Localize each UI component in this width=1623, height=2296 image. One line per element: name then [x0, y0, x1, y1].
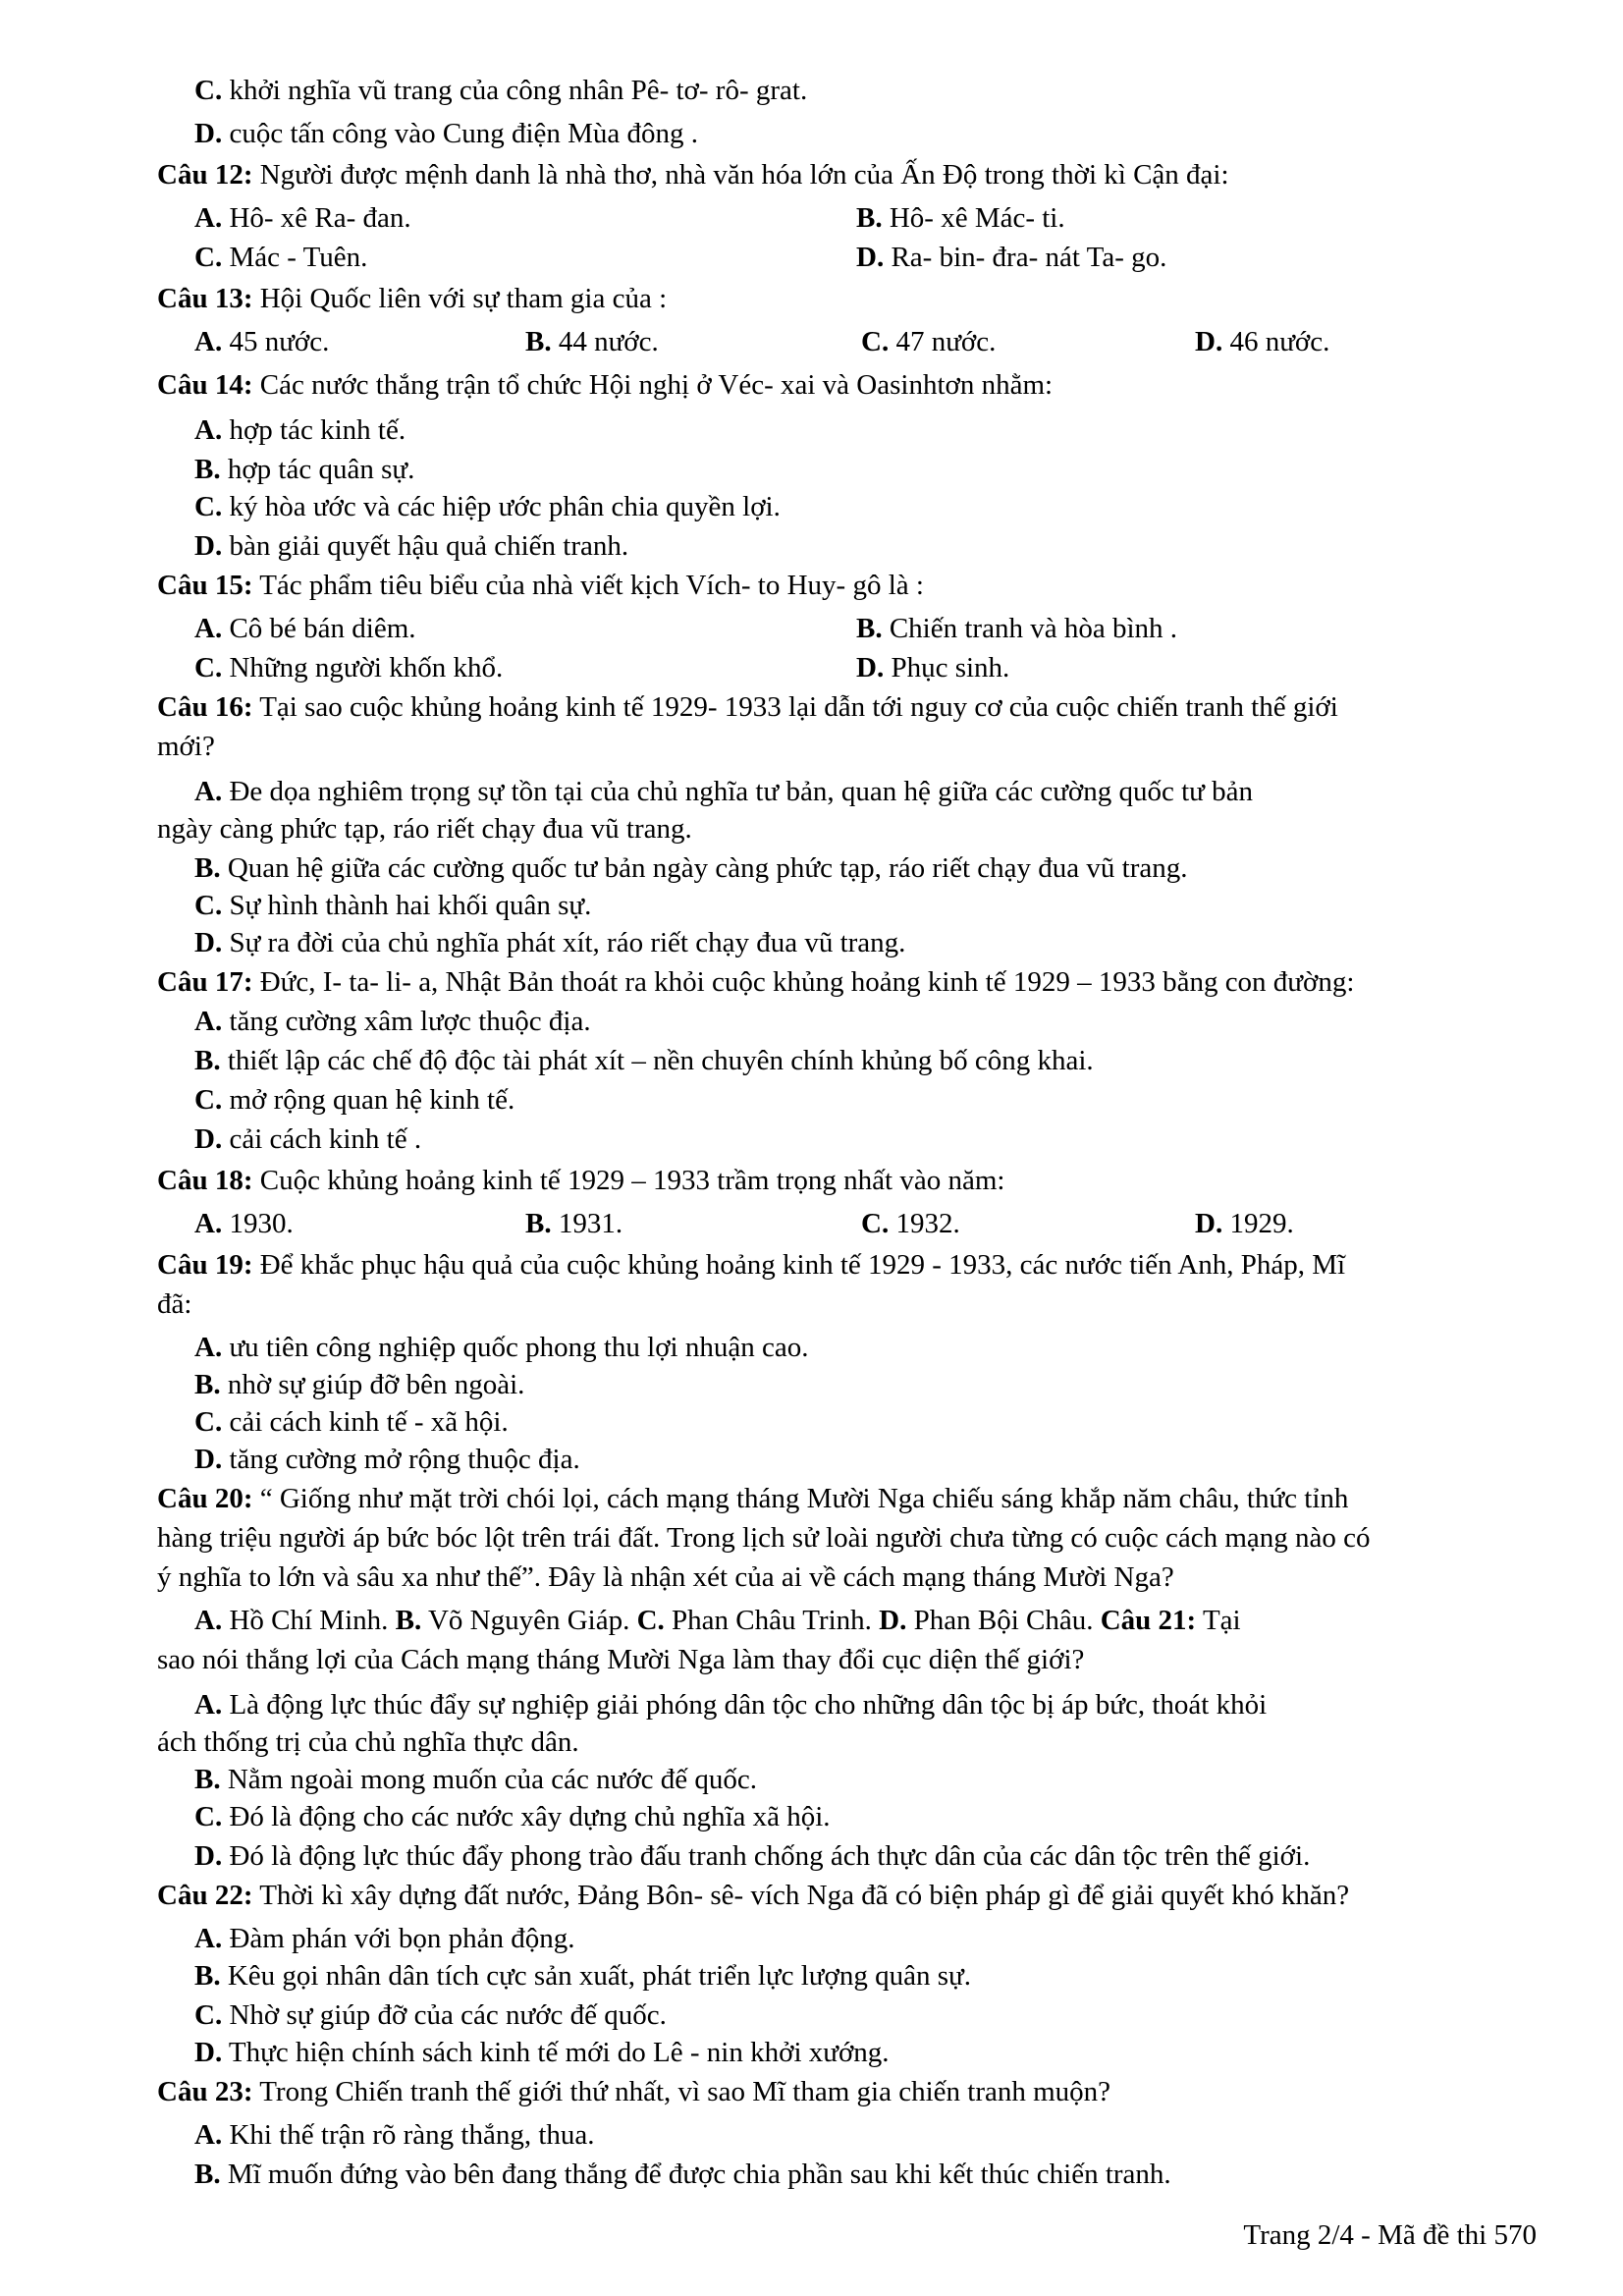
- text-line: [194, 200, 411, 236]
- text-line: [194, 1603, 1241, 1638]
- line-text: cải cách kinh tế .: [222, 1123, 422, 1155]
- question-label: A.: [194, 202, 223, 234]
- line-text: Mác - Tuên.: [222, 242, 368, 273]
- text-line: [525, 1206, 622, 1241]
- text-line: [1195, 324, 1329, 359]
- text-line: [157, 2074, 1110, 2109]
- line-text: Kêu gọi nhân dân tích cực sản xuất, phát triển lực lượng quân sự.: [220, 1960, 971, 1992]
- text-line: [856, 200, 1065, 236]
- question-label: C.: [861, 1208, 890, 1239]
- text-line: [194, 412, 406, 448]
- text-line: [194, 1404, 509, 1440]
- question-label: Câu 15:: [157, 570, 253, 601]
- text-line: [194, 528, 628, 564]
- text-line: [856, 650, 1009, 685]
- question-label: A.: [194, 613, 223, 644]
- question-label: D.: [879, 1605, 907, 1636]
- text-line: [194, 888, 591, 923]
- line-text: Khi thế trận rõ ràng thắng, thua.: [222, 2119, 595, 2151]
- text-line: [194, 925, 905, 960]
- line-text: Cuộc khủng hoảng kinh tế 1929 – 1933 trầm trọng nhất vào năm:: [252, 1165, 1005, 1196]
- question-label: D.: [194, 530, 223, 562]
- question-label: A.: [194, 1208, 223, 1239]
- question-label: Câu 13:: [157, 283, 253, 314]
- question-label: B.: [194, 1369, 221, 1400]
- line-text: ách thống trị của chủ nghĩa thực dân.: [157, 1726, 579, 1758]
- line-text: mới?: [157, 731, 215, 762]
- line-text: Mĩ muốn đứng vào bên đang thắng để được chia phần sau khi kết thúc chiến tranh.: [220, 2159, 1171, 2190]
- text-line: [157, 1481, 1348, 1516]
- text-line: [861, 1206, 960, 1241]
- text-line: [194, 1004, 591, 1039]
- text-line: [194, 1442, 580, 1477]
- line-text: bàn giải quyết hậu quả chiến tranh.: [222, 530, 629, 562]
- line-text: Đe dọa nghiêm trọng sự tồn tại của chủ nghĩa tư bản, quan hệ giữa các cường quốc tư bản: [222, 776, 1254, 807]
- line-text: 45 nước.: [222, 326, 330, 357]
- line-text: Nhờ sự giúp đỡ của các nước đế quốc.: [222, 1999, 667, 2031]
- text-line: [157, 1520, 1371, 1556]
- text-line: [157, 1724, 579, 1760]
- text-line: [525, 324, 659, 359]
- line-text: 1930.: [222, 1208, 294, 1239]
- line-text: Các nước thắng trận tổ chức Hội nghị ở Véc- xai và Oasinhtơn nhằm:: [252, 369, 1054, 401]
- text-line: [194, 452, 414, 487]
- text-line: [194, 2117, 595, 2153]
- question-label: B.: [194, 2159, 221, 2190]
- question-label: C.: [194, 652, 223, 683]
- text-line: [194, 2157, 1171, 2192]
- question-label: Câu 18:: [157, 1165, 253, 1196]
- line-text: Thời kì xây dựng đất nước, Đảng Bôn- sê- vích Nga đã có biện pháp gì để giải quyết khó khăn?: [252, 1880, 1350, 1911]
- page-footer: Trang 2/4 - Mã đề thi 570: [1243, 2219, 1537, 2251]
- text-line: [194, 2035, 890, 2070]
- text-line: [194, 1206, 294, 1241]
- text-line: [194, 1121, 421, 1157]
- line-text: Hô- xê Ra- đan.: [222, 202, 411, 234]
- line-text: 47 nước.: [889, 326, 997, 357]
- line-text: sao nói thắng lợi của Cách mạng tháng Mười Nga làm thay đổi cục diện thế giới?: [157, 1644, 1085, 1675]
- question-label: B.: [395, 1605, 422, 1636]
- line-text: Là động lực thúc đẩy sự nghiệp giải phóng dân tộc cho những dân tộc bị áp bức, thoát khỏi: [222, 1689, 1268, 1721]
- question-label: D.: [856, 652, 885, 683]
- question-label: C.: [861, 326, 890, 357]
- text-line: [194, 1997, 667, 2033]
- question-label: D.: [194, 927, 223, 958]
- line-text: ký hòa ước và các hiệp ước phân chia quyền lợi.: [222, 491, 781, 522]
- question-label: A.: [194, 1006, 223, 1037]
- question-label: C.: [194, 890, 223, 921]
- text-line: [194, 850, 1188, 886]
- text-line: [856, 240, 1166, 275]
- line-text: Đó là động lực thúc đẩy phong trào đấu tranh chống ách thực dân của các dân tộc trên thế giới.: [222, 1840, 1311, 1872]
- line-text: Hô- xê Mác- ti.: [882, 202, 1065, 234]
- question-label: Câu 21:: [1100, 1605, 1197, 1636]
- line-text: Sự hình thành hai khối quân sự.: [222, 890, 592, 921]
- text-line: [157, 729, 215, 764]
- line-text: Những người khốn khổ.: [222, 652, 504, 683]
- line-text: “ Giống như mặt trời chói lọi, cách mạng tháng Mười Nga chiếu sáng khắp năm châu, thức tỉnh: [252, 1483, 1349, 1514]
- question-label: D.: [1195, 326, 1223, 357]
- text-line: [157, 1642, 1084, 1677]
- text-line: [157, 1559, 1174, 1595]
- line-text: Hồ Chí Minh.: [222, 1605, 396, 1636]
- question-label: C.: [636, 1605, 665, 1636]
- question-label: C.: [194, 491, 223, 522]
- line-text: Phan Bội Châu.: [906, 1605, 1101, 1636]
- line-text: ưu tiên công nghiệp quốc phong thu lợi nhuận cao.: [222, 1332, 809, 1363]
- question-label: D.: [194, 118, 223, 149]
- question-label: B.: [194, 1764, 221, 1795]
- text-line: [194, 116, 698, 151]
- question-label: Câu 22:: [157, 1880, 253, 1911]
- question-label: B.: [525, 1208, 552, 1239]
- line-text: ngày càng phức tạp, ráo riết chạy đua vũ trang.: [157, 813, 692, 845]
- line-text: Phan Châu Trinh.: [664, 1605, 880, 1636]
- text-line: [157, 811, 692, 847]
- question-label: A.: [194, 326, 223, 357]
- text-line: [157, 281, 667, 316]
- question-label: B.: [856, 613, 883, 644]
- line-text: Tác phẩm tiêu biểu của nhà viết kịch Vích- to Huy- gô là :: [252, 570, 924, 601]
- text-line: [157, 964, 1354, 1000]
- line-text: thiết lập các chế độ độc tài phát xít – nền chuyên chính khủng bố công khai.: [220, 1045, 1094, 1076]
- line-text: Võ Nguyên Giáp.: [421, 1605, 637, 1636]
- line-text: cải cách kinh tế - xã hội.: [222, 1406, 509, 1438]
- line-text: hợp tác kinh tế.: [222, 414, 406, 446]
- text-line: [194, 611, 416, 646]
- question-label: A.: [194, 776, 223, 807]
- line-text: 1931.: [551, 1208, 623, 1239]
- text-line: [157, 1286, 191, 1322]
- question-label: D.: [194, 1123, 223, 1155]
- question-label: A.: [194, 1689, 223, 1721]
- line-text: 1932.: [889, 1208, 960, 1239]
- question-label: A.: [194, 1332, 223, 1363]
- line-text: 44 nước.: [551, 326, 659, 357]
- line-text: Hội Quốc liên với sự tham gia của :: [252, 283, 668, 314]
- question-label: D.: [194, 1444, 223, 1475]
- line-text: Đức, I- ta- li- a, Nhật Bản thoát ra khỏi cuộc khủng hoảng kinh tế 1929 – 1933 bằng con đường:: [252, 966, 1355, 998]
- question-label: B.: [194, 852, 221, 884]
- line-text: ý nghĩa to lớn và sâu xa như thế”. Đây là nhận xét của ai về cách mạng tháng Mười Nga?: [157, 1561, 1174, 1593]
- line-text: Nằm ngoài mong muốn của các nước đế quốc.: [220, 1764, 758, 1795]
- line-text: Đàm phán với bọn phản động.: [222, 1923, 575, 1954]
- text-line: [194, 1043, 1094, 1078]
- line-text: hàng triệu người áp bức bóc lột trên trái đất. Trong lịch sử loài người chưa từng có cuộc cách mạng nào có: [157, 1522, 1371, 1554]
- text-line: [194, 324, 329, 359]
- question-label: A.: [194, 1605, 223, 1636]
- line-text: mở rộng quan hệ kinh tế.: [222, 1084, 515, 1116]
- line-text: Cô bé bán diêm.: [222, 613, 416, 644]
- line-text: Trong Chiến tranh thế giới thứ nhất, vì sao Mĩ tham gia chiến tranh muộn?: [252, 2076, 1111, 2107]
- text-line: [1195, 1206, 1294, 1241]
- question-label: C.: [194, 1999, 223, 2031]
- question-label: D.: [1195, 1208, 1223, 1239]
- text-line: [194, 240, 367, 275]
- question-label: C.: [194, 75, 223, 106]
- text-line: [157, 1247, 1345, 1283]
- text-line: [194, 1367, 524, 1402]
- text-line: [194, 1330, 808, 1365]
- text-line: [194, 1921, 574, 1956]
- text-line: [194, 1958, 971, 1994]
- line-text: 1929.: [1222, 1208, 1294, 1239]
- text-line: [194, 650, 503, 685]
- line-text: Quan hệ giữa các cường quốc tư bản ngày càng phức tạp, ráo riết chạy đua vũ trang.: [220, 852, 1188, 884]
- question-label: D.: [194, 2037, 223, 2068]
- text-line: [856, 611, 1177, 646]
- line-text: Tại sao cuộc khủng hoảng kinh tế 1929- 1933 lại dẫn tới nguy cơ của cuộc chiến tranh thế giới: [252, 691, 1338, 723]
- question-label: A.: [194, 414, 223, 446]
- line-text: 46 nước.: [1222, 326, 1330, 357]
- text-line: [157, 1878, 1349, 1913]
- text-line: [194, 1799, 831, 1834]
- text-line: [861, 324, 996, 359]
- question-label: A.: [194, 1923, 223, 1954]
- text-line: [157, 568, 924, 603]
- line-text: Để khắc phục hậu quả của cuộc khủng hoảng kinh tế 1929 - 1933, các nước tiến Anh, Pháp, Mĩ: [252, 1249, 1346, 1281]
- line-text: Phục sinh.: [884, 652, 1010, 683]
- line-text: Người được mệnh danh là nhà thơ, nhà văn hóa lớn của Ấn Độ trong thời kì Cận đại:: [252, 159, 1229, 191]
- line-text: Chiến tranh và hòa bình .: [882, 613, 1178, 644]
- line-text: tăng cường xâm lược thuộc địa.: [222, 1006, 591, 1037]
- question-label: Câu 19:: [157, 1249, 253, 1281]
- text-line: [194, 73, 807, 108]
- question-label: C.: [194, 242, 223, 273]
- text-line: [194, 1838, 1310, 1874]
- question-label: Câu 23:: [157, 2076, 253, 2107]
- line-text: Đó là động cho các nước xây dựng chủ nghĩa xã hội.: [222, 1801, 831, 1832]
- question-label: B.: [194, 454, 221, 485]
- question-label: Câu 12:: [157, 159, 253, 191]
- question-label: B.: [856, 202, 883, 234]
- line-text: Ra- bin- đra- nát Ta- go.: [884, 242, 1167, 273]
- text-line: [157, 157, 1229, 192]
- text-line: [157, 689, 1338, 725]
- text-line: [194, 774, 1253, 809]
- question-label: Câu 14:: [157, 369, 253, 401]
- line-text: hợp tác quân sự.: [220, 454, 415, 485]
- question-label: D.: [856, 242, 885, 273]
- question-label: B.: [194, 1045, 221, 1076]
- line-text: Thực hiện chính sách kinh tế mới do Lê - nin khởi xướng.: [222, 2037, 890, 2068]
- line-text: Tại: [1196, 1605, 1241, 1636]
- question-label: Câu 16:: [157, 691, 253, 723]
- question-label: C.: [194, 1801, 223, 1832]
- question-label: B.: [525, 326, 552, 357]
- line-text: Sự ra đời của chủ nghĩa phát xít, ráo riết chạy đua vũ trang.: [222, 927, 906, 958]
- question-label: Câu 20:: [157, 1483, 253, 1514]
- line-text: nhờ sự giúp đỡ bên ngoài.: [220, 1369, 525, 1400]
- line-text: tăng cường mở rộng thuộc địa.: [222, 1444, 580, 1475]
- text-line: [194, 489, 781, 524]
- text-line: [194, 1082, 514, 1118]
- text-line: [194, 1687, 1267, 1722]
- question-label: C.: [194, 1084, 223, 1116]
- text-line: [157, 367, 1053, 403]
- question-label: B.: [194, 1960, 221, 1992]
- line-text: cuộc tấn công vào Cung điện Mùa đông .: [222, 118, 699, 149]
- text-line: [157, 1163, 1004, 1198]
- line-text: khởi nghĩa vũ trang của công nhân Pê- tơ- rô- grat.: [222, 75, 808, 106]
- text-line: [194, 1762, 757, 1797]
- question-label: Câu 17:: [157, 966, 253, 998]
- line-text: đã:: [157, 1288, 192, 1320]
- question-label: C.: [194, 1406, 223, 1438]
- question-label: D.: [194, 1840, 223, 1872]
- question-label: A.: [194, 2119, 223, 2151]
